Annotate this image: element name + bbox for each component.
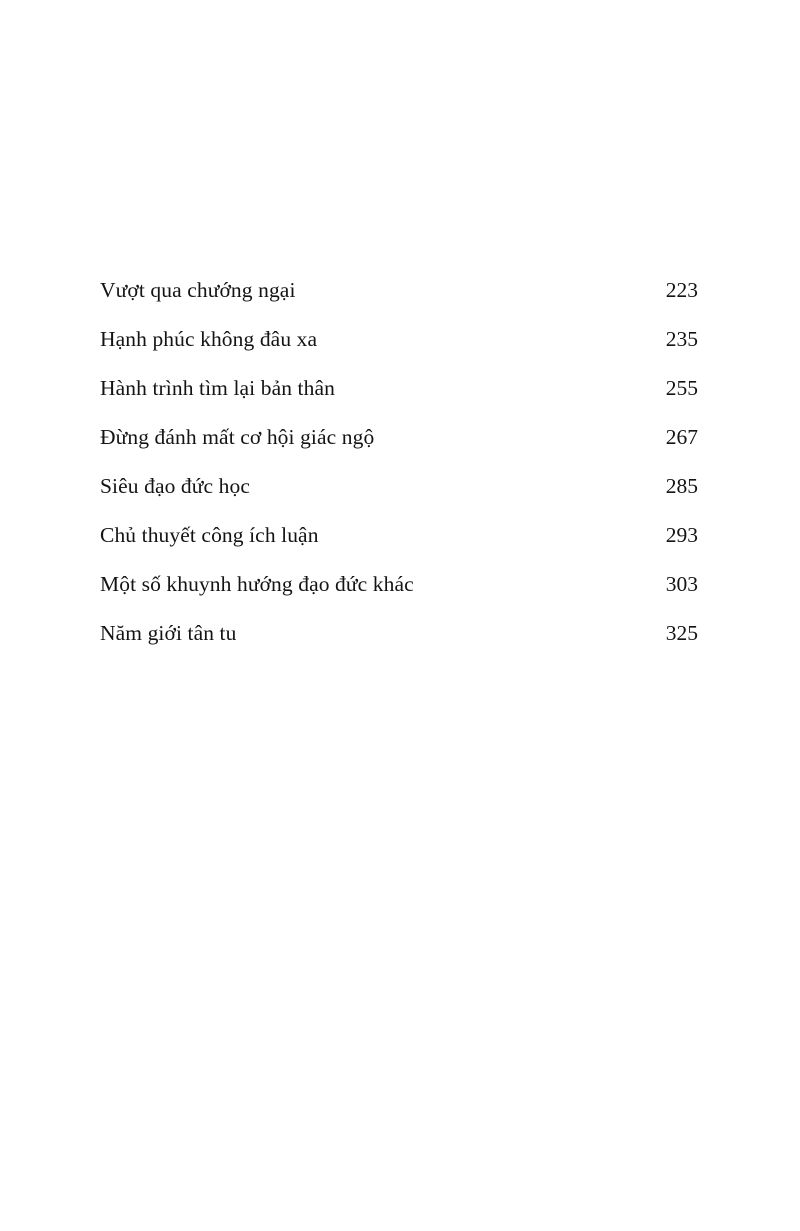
toc-entry[interactable] xyxy=(100,278,700,327)
toc-entry[interactable] xyxy=(100,376,700,425)
toc-entry-title: Chủ thuyết công ích luận xyxy=(100,523,319,547)
toc-entry[interactable] xyxy=(100,327,700,376)
toc-entry-title: Siêu đạo đức học xyxy=(100,474,250,498)
toc-entry-title: Hạnh phúc không đâu xa xyxy=(100,327,318,351)
toc-entry[interactable] xyxy=(100,621,700,670)
toc-entry-page-number: 235 xyxy=(665,327,698,351)
toc-entry[interactable] xyxy=(100,523,700,572)
toc-entry-title: Hành trình tìm lại bản thân xyxy=(100,376,335,400)
toc-entry-page-number: 223 xyxy=(665,278,698,302)
toc-entry-page-number: 267 xyxy=(665,425,698,449)
toc-entry-title: Năm giới tân tu xyxy=(100,621,237,645)
toc-entry-page-number: 293 xyxy=(665,523,698,547)
toc-entry-title: Vượt qua chướng ngại xyxy=(100,278,296,302)
toc-entry[interactable] xyxy=(100,572,700,621)
toc-entry-page-number: 325 xyxy=(665,621,698,645)
toc-entry-page-number: 303 xyxy=(665,572,698,596)
toc-entry[interactable] xyxy=(100,474,700,523)
toc-entry[interactable] xyxy=(100,425,700,474)
toc-entry-title: Đừng đánh mất cơ hội giác ngộ xyxy=(100,425,375,449)
toc-entry-page-number: 285 xyxy=(665,474,698,498)
toc-entry-title: Một số khuynh hướng đạo đức khác xyxy=(100,572,414,596)
toc-entry-page-number: 255 xyxy=(665,376,698,400)
table-of-contents xyxy=(100,278,700,670)
